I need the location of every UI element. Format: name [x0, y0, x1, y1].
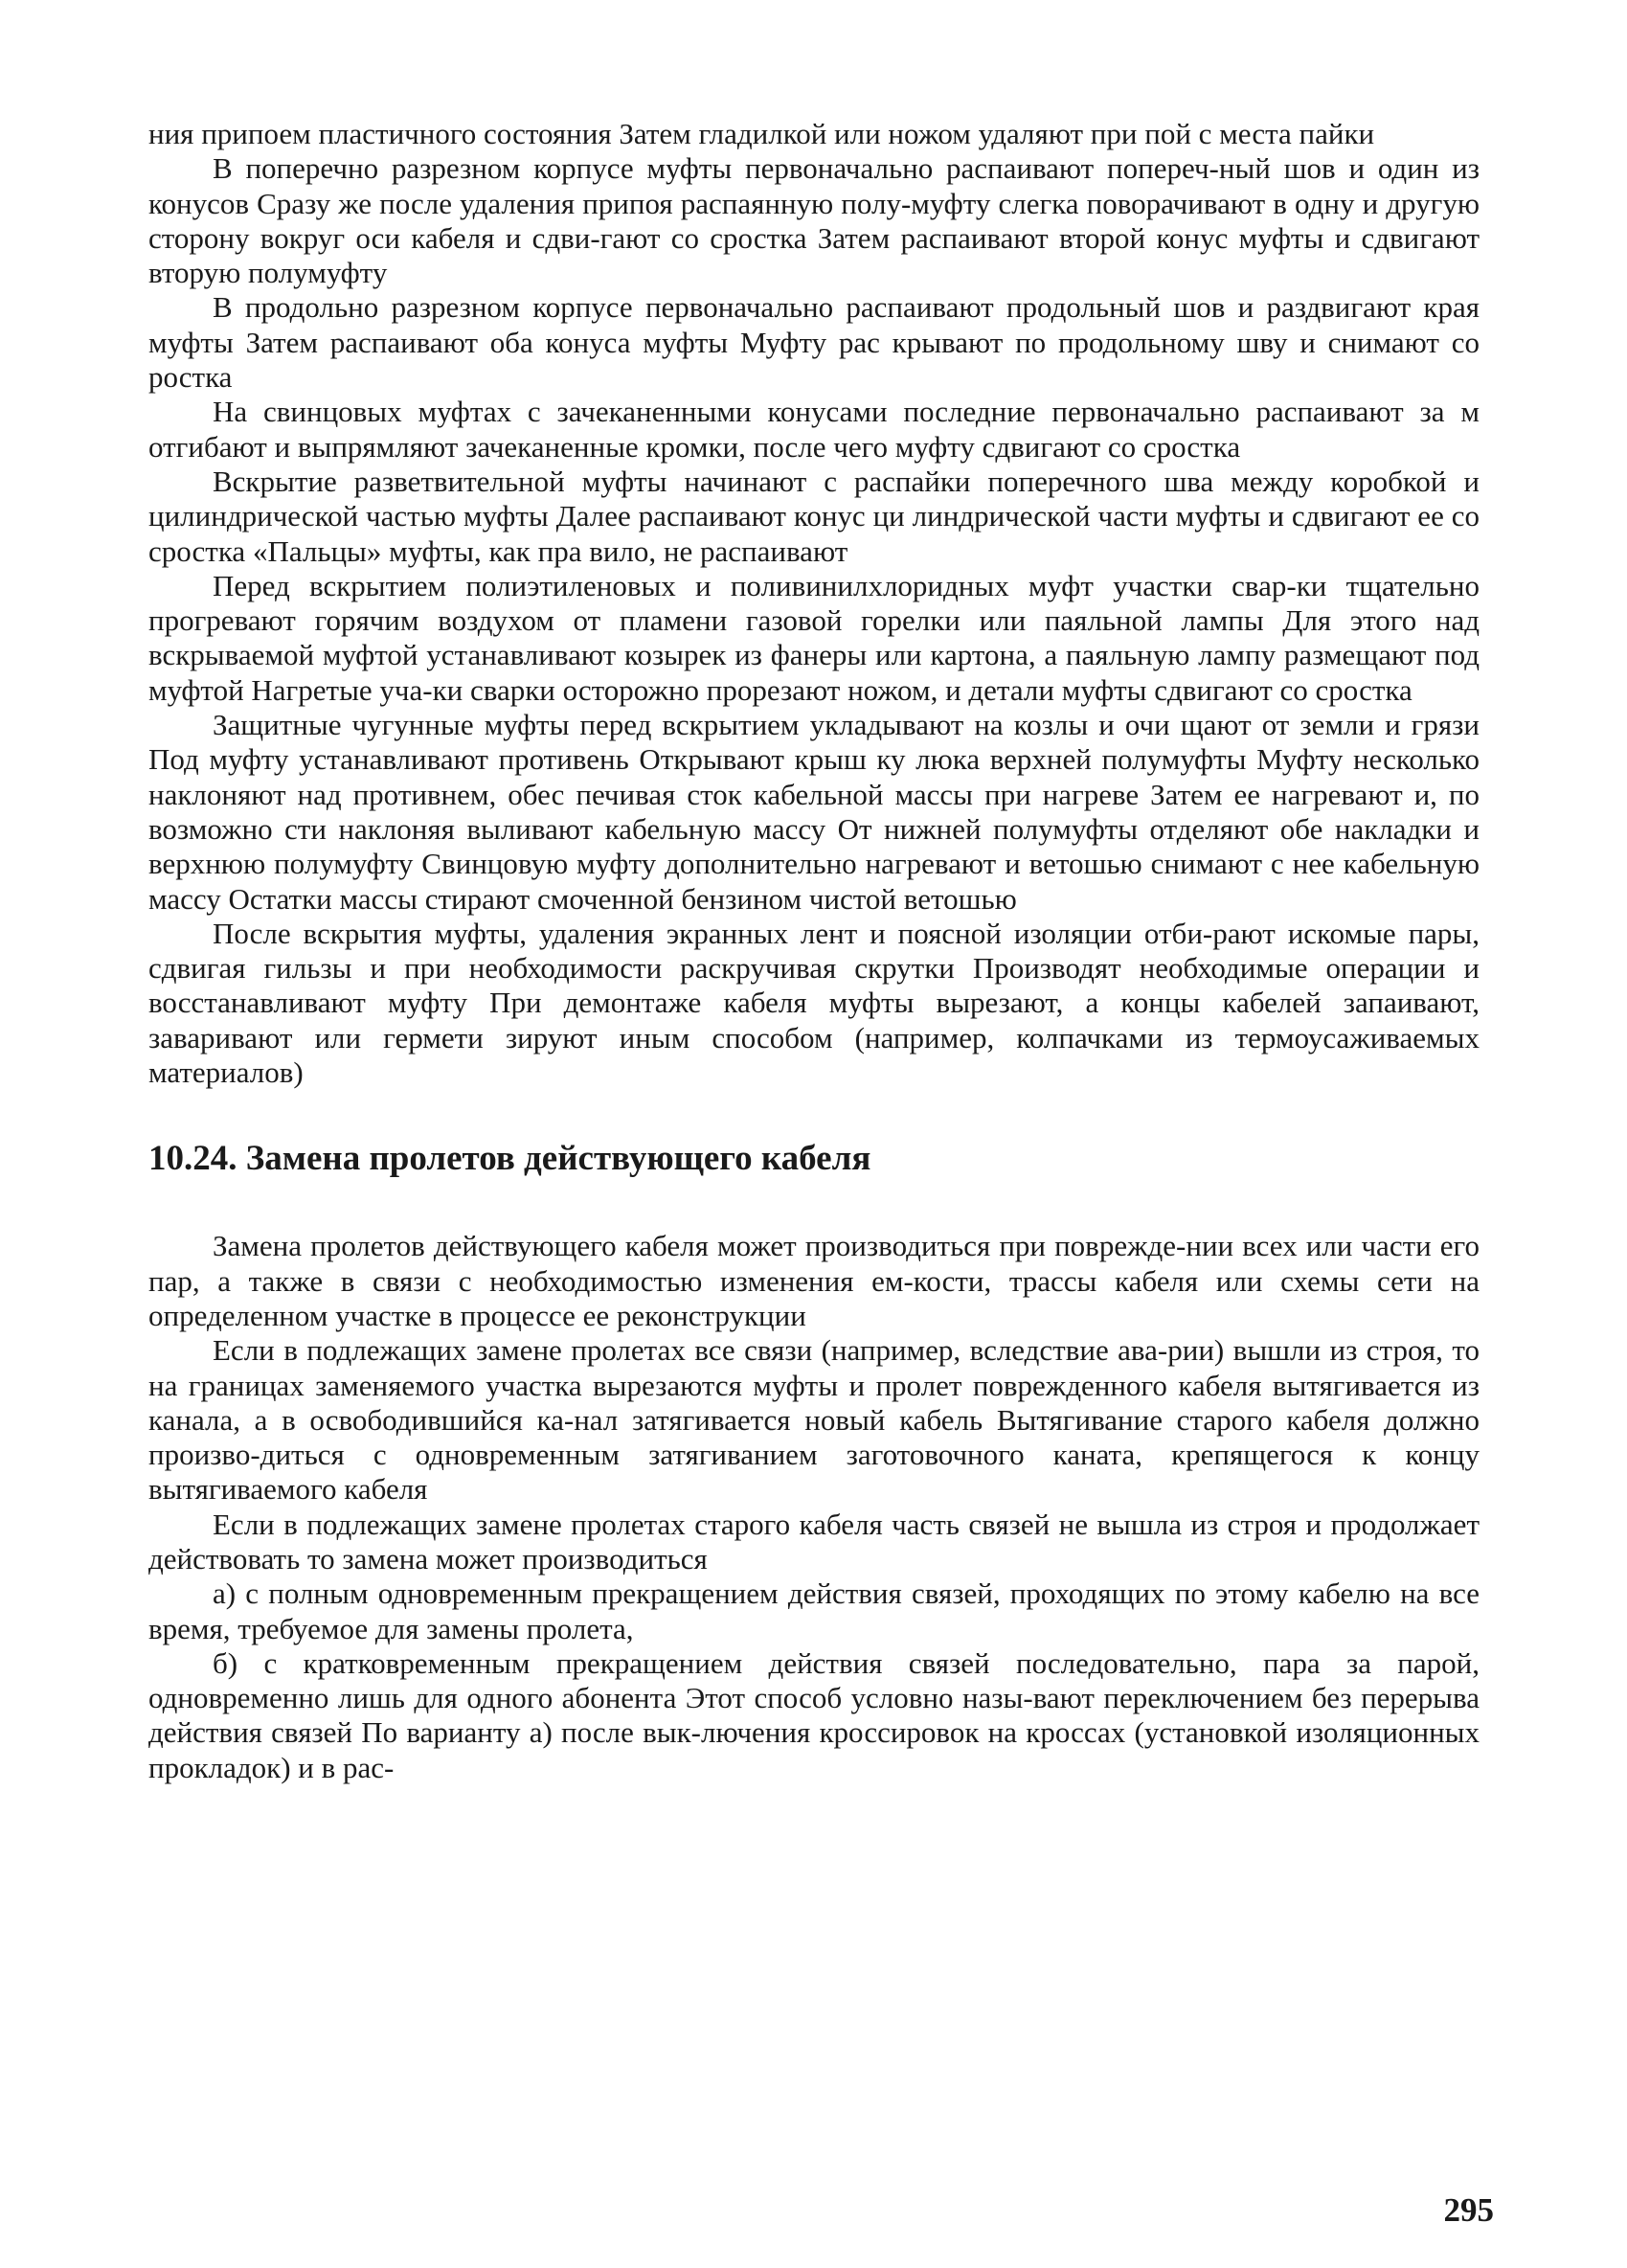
page-body	[148, 117, 1480, 1785]
paragraph: Перед вскрытием полиэтиленовых и поливинилхлоридных муфт участки свар-ки тщательно прогревают горячим воздухом от пламени газовой горелки или паяльной лампы Для этого над вскрываемой муфтой устанавливают козырек из фанеры или картона, а паяльную лампу размещают под муфтой Нагретые уча-ки сварки осторожно прорезают ножом, и детали муфты сдвигают со сростка	[148, 568, 1480, 707]
list-item: б) с кратковременным прекращением действия связей последовательно, пара за парой, одновременно лишь для одного абонента Этот способ условно назы-вают переключением без перерыва действия связей По варианту а) после вык-лючения кроссировок на кроссах (установкой изоляционных прокладок) и в рас-	[148, 1645, 1480, 1784]
paragraph: Замена пролетов действующего кабеля может производиться при поврежде-нии всех или части его пар, а также в связи с необходимостью изменения ем-кости, трассы кабеля или схемы сети на определенном участке в процессе ее реконструкции	[148, 1229, 1480, 1332]
paragraph: В поперечно разрезном корпусе муфты первоначально распаивают попереч-ный шов и один из конусов Сразу же после удаления припоя распаянную полу-муфту слегка поворачивают в одну и другую сторону вокруг оси кабеля и сдви-гают со сростка Затем распаивают второй конус муфты и сдвигают вторую полумуфту	[148, 151, 1480, 290]
page-number: 295	[1443, 2191, 1494, 2229]
paragraph: На свинцовых муфтах с зачеканенными конусами последние первоначально распаивают за м отгибают и выпрямляют зачеканенные кромки, после чего муфту сдвигают со сростка	[148, 395, 1480, 464]
paragraph: Защитные чугунные муфты перед вскрытием укладывают на козлы и очи щают от земли и грязи Под муфту устанавливают противень Открывают крыш ку люка верхней полумуфты Муфту несколько наклоняют над противнем, обес печивая сток кабельной массы при нагреве Затем ее нагревают и, по возможно сти наклоняя выливают кабельную массу От нижней полумуфты отделяют обе накладки и верхнюю полумуфту Свинцовую муфту дополнительно нагревают и ветошью снимают с нее кабельную массу Остатки массы стирают смоченной бензином чистой ветошью	[148, 708, 1480, 916]
paragraph: В продольно разрезном корпусе первоначально распаивают продольный шов и раздвигают края муфты Затем распаивают оба конуса муфты Муфту рас крывают по продольному шву и снимают со ростка	[148, 290, 1480, 395]
paragraph: ния припоем пластичного состояния Затем гладилкой или ножом удаляют при пой с места пайки	[148, 117, 1375, 150]
section-heading: 10.24. Замена пролетов действующего кабеля	[148, 1139, 871, 1179]
paragraph: Вскрытие разветвительной муфты начинают с распайки поперечного шва между коробкой и цилиндрической частью муфты Далее распаивают конус ци линдрической части муфты и сдвигают ее со сростка «Пальцы» муфты, как пра вило, не распаивают	[148, 464, 1480, 568]
paragraph: После вскрытия муфты, удаления экранных лент и поясной изоляции отби-рают искомые пары, сдвигая гильзы и при необходимости раскручивая скрутки Производят необходимые операции и восстанавливают муфту При демонтаже кабеля муфты вырезают, а концы кабелей запаивают, заваривают или гермети зируют иным способом (например, колпачками из термоусаживаемых материалов)	[148, 916, 1480, 1090]
paragraph: Если в подлежащих замене пролетах старого кабеля часть связей не вышла из строя и продолжает действовать то замена может производиться	[148, 1507, 1480, 1576]
paragraph: Если в подлежащих замене пролетах все связи (например, вследствие ава-рии) вышли из строя, то на границах заменяемого участка вырезаются муфты и пролет поврежденного кабеля вытягивается из канала, а в освободившийся ка-нал затягивается новый кабель Вытягивание старого кабеля должно произво-диться с одновременным затягиванием заготовочного каната, крепящегося к концу вытягиваемого кабеля	[148, 1333, 1480, 1507]
list-item: а) с полным одновременным прекращением действия связей, проходящих по этому кабелю на все время, требуемое для замены пролета,	[148, 1576, 1480, 1645]
